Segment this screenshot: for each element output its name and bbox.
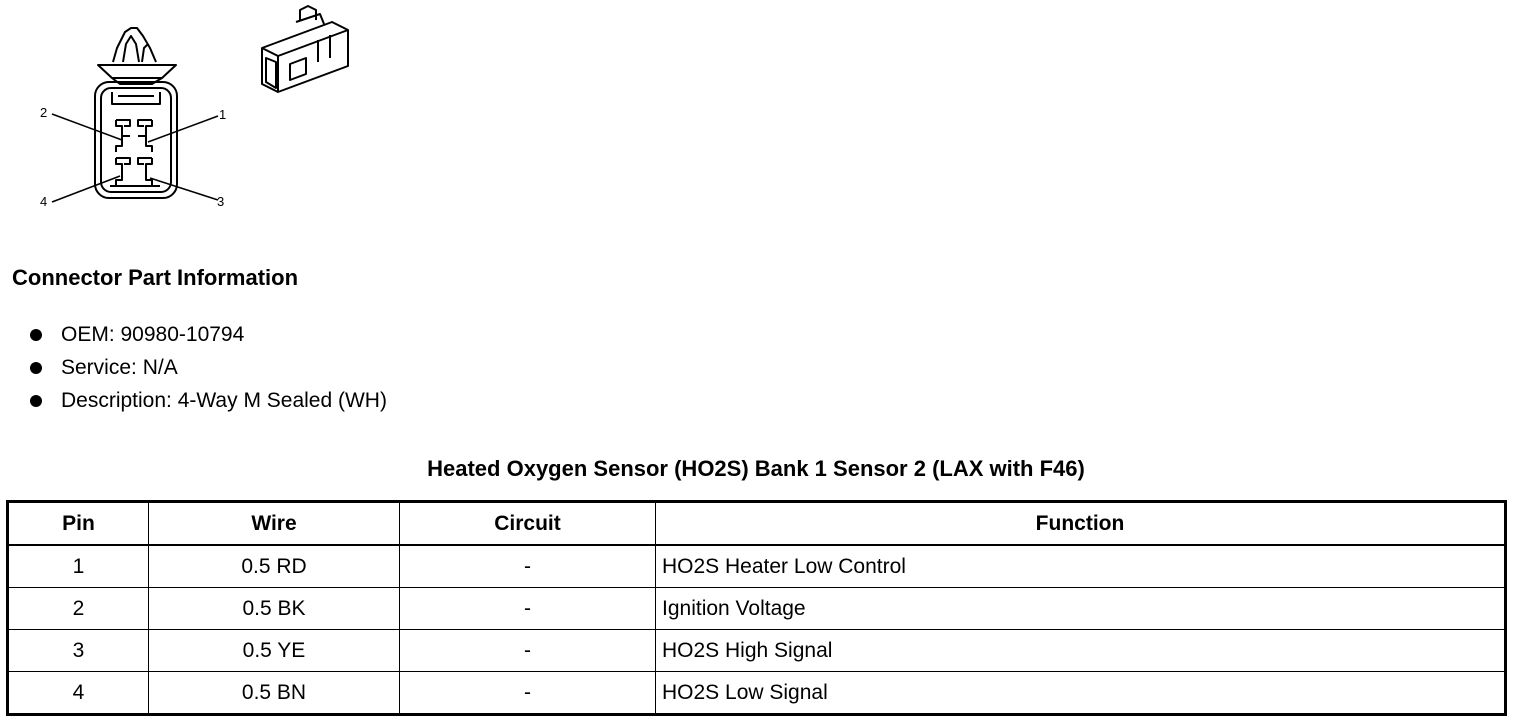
cell-function: Ignition Voltage — [656, 588, 1506, 630]
table-row — [8, 545, 1506, 588]
cell-wire: 0.5 BN — [149, 672, 400, 715]
pin-label-2: 2 — [40, 105, 48, 120]
cell-circuit: - — [400, 630, 656, 672]
cell-wire: 0.5 BK — [149, 588, 400, 630]
part-info-description — [30, 384, 387, 417]
cell-wire: 0.5 RD — [149, 545, 400, 588]
connector-diagram — [0, 0, 400, 230]
cell-circuit: - — [400, 588, 656, 630]
header-circuit: Circuit — [400, 502, 656, 546]
cell-circuit: - — [400, 672, 656, 715]
pin-table-title: Heated Oxygen Sensor (HO2S) Bank 1 Sensor 2 (LAX with F46) — [427, 456, 1085, 481]
header-function: Function — [656, 502, 1506, 546]
part-info-oem — [30, 318, 387, 351]
connector-lock-tab — [98, 28, 176, 84]
cell-function: HO2S Low Signal — [656, 672, 1506, 715]
pin-leader-lines — [52, 114, 218, 202]
bullet-icon — [30, 329, 42, 341]
header-pin: Pin — [8, 502, 149, 546]
table-row — [8, 672, 1506, 715]
pin-label-3: 3 — [217, 194, 225, 209]
table-row — [8, 630, 1506, 672]
cell-function: HO2S Heater Low Control — [656, 545, 1506, 588]
pin-table — [6, 500, 1507, 716]
header-wire: Wire — [149, 502, 400, 546]
cell-pin: 3 — [8, 630, 149, 672]
part-info-list — [30, 318, 387, 417]
pin-label-4: 4 — [40, 194, 48, 209]
part-info-service — [30, 351, 387, 384]
part-info-service-text: Service: N/A — [61, 356, 178, 379]
cell-function: HO2S High Signal — [656, 630, 1506, 672]
bullet-icon — [30, 362, 42, 374]
pin-table-header — [8, 502, 1506, 546]
cell-pin: 2 — [8, 588, 149, 630]
cell-wire: 0.5 YE — [149, 630, 400, 672]
part-info-oem-text: OEM: 90980-10794 — [61, 323, 245, 346]
connector-isometric-view — [262, 6, 348, 92]
cell-pin: 1 — [8, 545, 149, 588]
bullet-icon — [30, 395, 42, 407]
part-info-description-text: Description: 4-Way M Sealed (WH) — [61, 389, 387, 412]
cell-pin: 4 — [8, 672, 149, 715]
pin-label-1: 1 — [219, 107, 227, 122]
table-row — [8, 588, 1506, 630]
cell-circuit: - — [400, 545, 656, 588]
part-info-title: Connector Part Information — [12, 265, 299, 290]
